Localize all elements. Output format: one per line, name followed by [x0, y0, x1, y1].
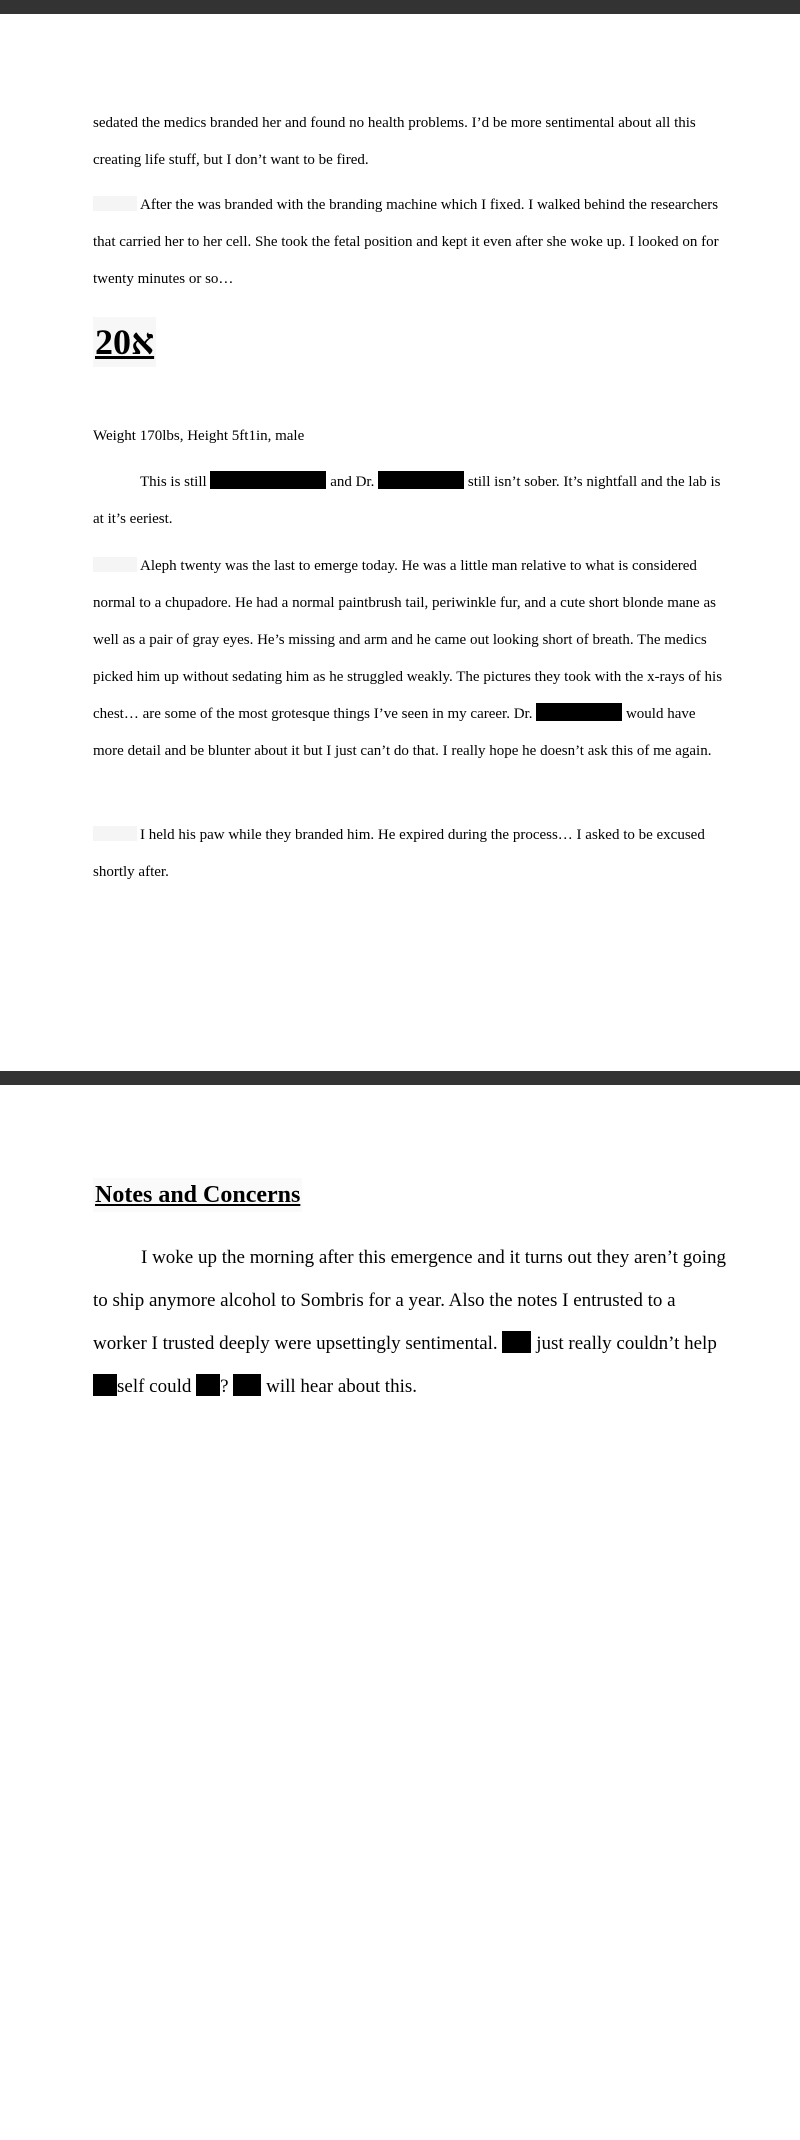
redaction-block: [93, 1374, 117, 1396]
paragraph-text: Aleph twenty was the last to emerge today. He was a little man relative to what is considered normal to a chupadore. He had a normal paintbrush tail, periwinkle fur, and a cute short blonde mane as well as a pair of gray eyes. He’s missing and arm and he came out looking short of breath. The medics picked him up without sedating him as he struggled weakly. The pictures they took with the x-rays of his chest… are some of the most grotesque things I’ve seen in my career. Dr.: [93, 558, 723, 722]
paragraph-text: self could: [117, 1376, 192, 1397]
notes-title: Notes and Concerns: [93, 1178, 302, 1212]
paragraph-aleph-twenty: [93, 548, 723, 770]
redaction-block: [502, 1331, 531, 1353]
redaction-block: [210, 471, 326, 489]
redaction-block: [233, 1374, 261, 1396]
paragraph-text: will hear about this.: [266, 1376, 418, 1397]
indent-highlight: [93, 196, 137, 211]
redaction-block: [536, 703, 622, 721]
paragraph-still: [93, 464, 723, 538]
paragraph-text: ?: [220, 1376, 229, 1397]
paragraph-sedated: [93, 105, 723, 179]
redaction-block: [196, 1374, 220, 1396]
paragraph-text: still isn’t sober. It’s nightfall and the lab is at it’s eeriest.: [93, 474, 721, 527]
paragraph-text: sedated the medics branded her and found no health problems. I’d be more sentimental about all this creating life stuff, but I don’t want to be fired.: [93, 115, 696, 168]
paragraph-text: just really couldn’t help: [536, 1333, 717, 1354]
paragraph-text: and Dr.: [330, 474, 375, 490]
page-separator-top: [0, 0, 800, 14]
section-heading-aleph-20: א20: [93, 317, 156, 367]
paragraph-text: would have more detail and be blunter about it but I just can’t do that. I really hope he doesn’t ask this of me again.: [93, 706, 712, 759]
indent-highlight: [93, 557, 137, 572]
notes-paragraph: [93, 1236, 733, 1408]
paragraph-text: I woke up the morning after this emergence and it turns out they aren’t going to ship anymore alcohol to Sombris for a year. Also the notes I entrusted to a worker I trusted deeply were upsettingly sentimental.: [93, 1247, 726, 1354]
page-separator: [0, 1071, 800, 1085]
paragraph-paw: [93, 817, 723, 891]
paragraph-text: After the was branded with the branding machine which I fixed. I walked behind the researchers that carried her to her cell. She took the fetal position and kept it even after she woke up. I looked on for twenty minutes or so…: [93, 197, 719, 287]
indent-highlight: [93, 826, 137, 841]
paragraph-text: This is still: [140, 474, 207, 490]
subject-stats: Weight 170lbs, Height 5ft1in, male: [93, 428, 305, 444]
paragraph-branded: [93, 187, 723, 298]
redaction-block: [378, 471, 464, 489]
paragraph-text: I held his paw while they branded him. He expired during the process… I asked to be excused shortly after.: [93, 827, 705, 880]
